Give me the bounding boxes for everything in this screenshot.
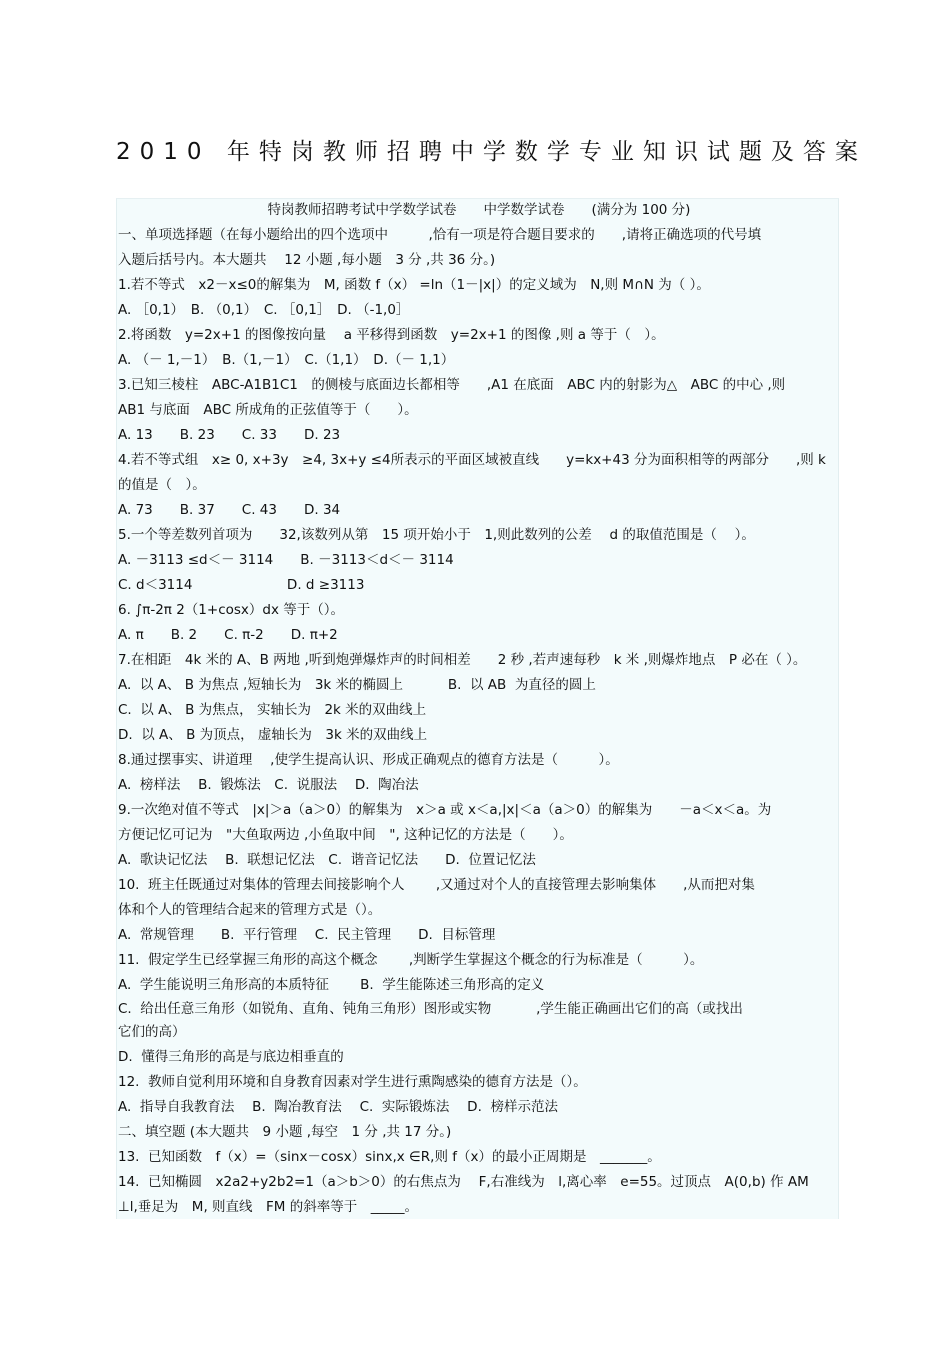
question-7: 7.在相距 4k 米的 A、B 两地 ,听到炮弹爆炸声的时间相差 2 秒 ,若声速每秒 k 米 ,则爆炸地点 P 必在（ ）。	[118, 652, 807, 668]
question-5-options-cd: C. d＜3114 D. d ≥3113	[118, 577, 365, 593]
question-7-options-ab: A. 以 A、 B 为焦点 ,短轴长为 3k 米的椭圆上 B. 以 AB 为直径的圆上	[118, 677, 596, 693]
question-6: 6. ∫π-2π 2（1+cosx）dx 等于（）。	[118, 602, 345, 618]
question-7-option-d: D. 以 A、 B 为顶点， 虚轴长为 3k 米的双曲线上	[118, 727, 428, 743]
exam-content	[118, 198, 840, 1220]
exam-header: 特岗教师招聘考试中学数学试卷 中学数学试卷 (满分为 100 分)	[267, 202, 691, 218]
question-8: 8.通过摆事实、讲道理 ,使学生提高认识、形成正确观点的德育方法是（ ）。	[118, 752, 619, 768]
question-10: 10. 班主任既通过对集体的管理去间接影响个人 ,又通过对个人的直接管理去影响集体 ,从而把对集	[118, 877, 755, 893]
page-title: 2010 年特岗教师招聘中学数学专业知识试题及答案	[116, 139, 867, 165]
question-4: 4.若不等式组 x≥ 0, x+3y ≥4, 3x+y ≤4所表示的平面区域被直线 y=kx+43 分为面积相等的两部分 ,则 k	[118, 452, 826, 468]
question-10-cont: 体和个人的管理结合起来的管理方式是（）。	[118, 902, 382, 918]
section-1-heading-cont: 入题后括号内。本大题共 12 小题 ,每小题 3 分 ,共 36 分。)	[118, 252, 496, 268]
question-6-options: A. π B. 2 C. π-2 D. π+2	[118, 627, 338, 643]
question-1: 1.若不等式 x2－x≤0的解集为 M, 函数 f（x） =ln（1－|x|）的定义域为 N,则 M∩N 为（ ）。	[118, 277, 710, 293]
question-12-options: A. 指导自我教育法 B. 陶冶教育法 C. 实际锻炼法 D. 榜样示范法	[118, 1099, 558, 1115]
question-9-cont: 方便记忆可记为 "大鱼取两边 ,小鱼取中间 ", 这种记忆的方法是（ ）。	[118, 827, 573, 843]
question-8-options: A. 榜样法 B. 锻炼法 C. 说服法 D. 陶冶法	[118, 777, 419, 793]
question-2: 2.将函数 y=2x+1 的图像按向量 a 平移得到函数 y=2x+1 的图像 ,则 a 等于（ ）。	[118, 327, 665, 343]
question-14: 14. 已知椭圆 x2a2+y2b2=1（a＞b＞0）的右焦点为 F,右准线为 l,离心率 e=55。过顶点 A(0,b) 作 AM	[118, 1174, 809, 1190]
section-2-heading: 二、填空题 (本大题共 9 小题 ,每空 1 分 ,共 17 分。)	[118, 1124, 452, 1140]
question-3-options: A. 13 B. 23 C. 33 D. 23	[118, 427, 341, 443]
question-5-options-ab: A. －3113 ≤d＜－ 3114 B. －3113＜d＜－ 3114	[118, 552, 454, 568]
question-2-options: A. （－ 1,－1） B.（1,－1） C.（1,1） D.（－ 1,1）	[118, 352, 455, 368]
question-12: 12. 教师自觉利用环境和自身教育因素对学生进行熏陶感染的德育方法是（）。	[118, 1074, 587, 1090]
question-7-option-c: C. 以 A、 B 为焦点， 实轴长为 2k 米的双曲线上	[118, 702, 427, 718]
question-11-options-ab: A. 学生能说明三角形高的本质特征 B. 学生能陈述三角形高的定义	[118, 977, 545, 993]
question-11: 11. 假定学生已经掌握三角形的高这个概念 ,判断学生掌握这个概念的行为标准是（ ）。	[118, 952, 704, 968]
question-3: 3.已知三棱柱 ABC-A1B1C1 的侧棱与底面边长都相等 ,A1 在底面 ABC 内的射影为△ ABC 的中心 ,则	[118, 377, 786, 393]
question-13: 13. 已知函数 f（x）=（sinx－cosx）sinx,x ∈R,则 f（x）的最小正周期是 _______。	[118, 1149, 661, 1165]
question-10-options: A. 常规管理 B. 平行管理 C. 民主管理 D. 目标管理	[118, 927, 496, 943]
question-1-options: A. ［0,1） B. （0,1） C. ［0,1］ D. （-1,0］	[118, 302, 410, 318]
question-4-cont: 的值是（ ）。	[118, 477, 206, 493]
question-11-option-c: C. 给出任意三角形（如锐角、直角、钝角三角形）图形或实物 ,学生能正确画出它们的高（或找出	[118, 1001, 743, 1017]
question-4-options: A. 73 B. 37 C. 43 D. 34	[118, 502, 341, 518]
question-11-option-c-cont: 它们的高）	[118, 1024, 186, 1040]
question-5: 5.一个等差数列首项为 32,该数列从第 15 项开始小于 1,则此数列的公差 d 的取值范围是（ ）。	[118, 527, 755, 543]
question-11-option-d: D. 懂得三角形的高是与底边相垂直的	[118, 1049, 344, 1065]
question-3-cont: AB1 与底面 ABC 所成角的正弦值等于（ ）。	[118, 402, 418, 418]
question-14-cont: ⊥l,垂足为 M, 则直线 FM 的斜率等于 _____。	[118, 1199, 418, 1215]
section-1-heading: 一、单项选择题（在每小题给出的四个选项中 ,恰有一项是符合题目要求的 ,请将正确选项的代号填	[118, 227, 762, 243]
question-9: 9.一次绝对值不等式 |x|＞a（a＞0）的解集为 x＞a 或 x＜a,|x|＜a（a＞0）的解集为 －a＜x＜a。为	[118, 802, 772, 818]
question-9-options: A. 歌诀记忆法 B. 联想记忆法 C. 谐音记忆法 D. 位置记忆法	[118, 852, 536, 868]
